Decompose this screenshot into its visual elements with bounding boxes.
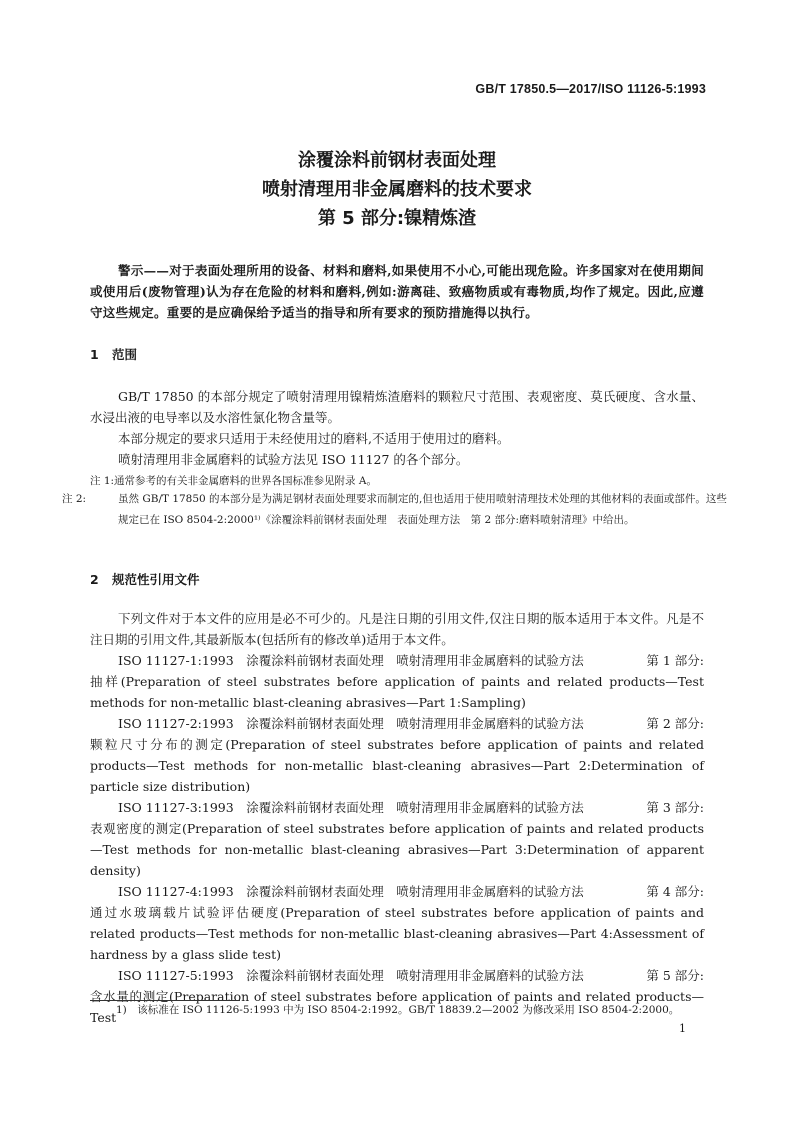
reference-code: ISO 11127-5:1993 [118, 968, 234, 983]
section-2-title: 规范性引用文件 [112, 572, 200, 587]
footnote: 1) 该标准在 ISO 11126-5:1993 中为 ISO 8504-2:1992。GB/T 18839.2—2002 为修改采用 ISO 8504-2:2000。 [116, 1004, 680, 1016]
scope-paragraph-3: 喷射清理用非金属磨料的试验方法见 ISO 11127 的各个部分。 [118, 452, 469, 467]
normative-intro: 下列文件对于本文件的应用是必不可少的。凡是注日期的引用文件,仅注日期的版本适用于本文件。凡是不注日期的引用文件,其最新版本(包括所有的修改单)适用于本文件。 [90, 611, 704, 647]
section-1-body [90, 386, 704, 470]
note-2-text: 虽然 GB/T 17850 的本部分是为满足钢材表面处理要求而制定的,但也适用于使用喷射清理技术处理的其他材料的表面或部件。这些规定已在 ISO 8504-2:2000¹⁾《涂覆涂料前钢材表面处理 表面处理方法 第 2 部分:磨料喷射清理》中给出。 [118, 493, 727, 526]
reference-part: 第 1 部分: [646, 653, 704, 668]
document-title [0, 146, 794, 233]
reference-cn-title: 涂覆涂料前钢材表面处理 喷射清理用非金属磨料的试验方法 [246, 653, 584, 668]
standard-number: GB/T 17850.5—2017/ISO 11126-5:1993 [475, 82, 706, 96]
reference-code: ISO 11127-2:1993 [118, 716, 234, 731]
reference-code: ISO 11127-1:1993 [118, 653, 234, 668]
section-2-number: 2 [90, 572, 99, 587]
section-1-title: 范围 [112, 347, 138, 362]
reference-entry [90, 650, 704, 713]
reference-entry [90, 713, 704, 797]
section-2-heading [90, 569, 200, 590]
reference-detail: 含水量的测定(Preparation of steel substrates before application of paints and related products—Test [90, 989, 704, 1025]
reference-cn-title: 涂覆涂料前钢材表面处理 喷射清理用非金属磨料的试验方法 [246, 884, 584, 899]
note-2 [62, 489, 732, 531]
reference-code: ISO 11127-4:1993 [118, 884, 234, 899]
section-1-number: 1 [90, 347, 99, 362]
reference-entry [90, 881, 704, 965]
reference-detail: 颗粒尺寸分布的测定(Preparation of steel substrates before application of paints and related products—Test methods for non-metallic blast-cleaning abrasives—Part 2:Determination of particle size distribution) [90, 737, 704, 794]
reference-detail: 表观密度的测定(Preparation of steel substrates before application of paints and related products—Test methods for non-metallic blast-cleaning abrasives—Part 3:Determination of apparent density) [90, 821, 704, 878]
warning-paragraph: 警示——对于表面处理所用的设备、材料和磨料,如果使用不小心,可能出现危险。许多国家对在使用期间或使用后(废物管理)认为存在危险的材料和磨料,例如:游离硅、致癌物质或有毒物质,均作了规定。因此,应遵守这些规定。重要的是应确保给予适当的指导和所有要求的预防措施得以执行。 [90, 263, 704, 320]
reference-part: 第 4 部分: [646, 884, 704, 899]
footnote-divider [90, 1000, 240, 1001]
scope-paragraph-2: 本部分规定的要求只适用于未经使用过的磨料,不适用于使用过的磨料。 [118, 431, 510, 446]
reference-entry [90, 797, 704, 881]
note-1: 注 1:通常参考的有关非金属磨料的世界各国标准参见附录 A。 [90, 475, 377, 487]
reference-detail: 通过水玻璃载片试验评估硬度(Preparation of steel substrates before application of paints and related products—Test methods for non-metallic blast-cleaning abrasives—Part 4:Assessment of hardness by a glass slide test) [90, 905, 704, 962]
reference-part: 第 2 部分: [646, 716, 704, 731]
reference-cn-title: 涂覆涂料前钢材表面处理 喷射清理用非金属磨料的试验方法 [246, 800, 584, 815]
note-2-label: 注 2: [62, 493, 87, 505]
reference-detail: 抽样(Preparation of steel substrates before application of paints and related products—Test methods for non-metallic blast-cleaning abrasives—Part 1:Sampling) [90, 674, 704, 710]
reference-cn-title: 涂覆涂料前钢材表面处理 喷射清理用非金属磨料的试验方法 [246, 968, 584, 983]
reference-part: 第 5 部分: [646, 968, 704, 983]
title-line-2: 喷射清理用非金属磨料的技术要求 [262, 179, 532, 200]
page-number: 1 [679, 1022, 686, 1035]
section-1-heading [90, 344, 137, 365]
reference-entry [90, 965, 704, 1028]
reference-code: ISO 11127-3:1993 [118, 800, 234, 815]
title-line-3: 第 5 部分:镍精炼渣 [317, 208, 477, 229]
title-line-1: 涂覆涂料前钢材表面处理 [298, 150, 496, 171]
reference-cn-title: 涂覆涂料前钢材表面处理 喷射清理用非金属磨料的试验方法 [246, 716, 584, 731]
section-2-body [90, 608, 704, 1028]
reference-part: 第 3 部分: [646, 800, 704, 815]
scope-paragraph-1: GB/T 17850 的本部分规定了喷射清理用镍精炼渣磨料的颗粒尺寸范围、表观密度、莫氏硬度、含水量、水浸出液的电导率以及水溶性氯化物含量等。 [90, 389, 704, 425]
